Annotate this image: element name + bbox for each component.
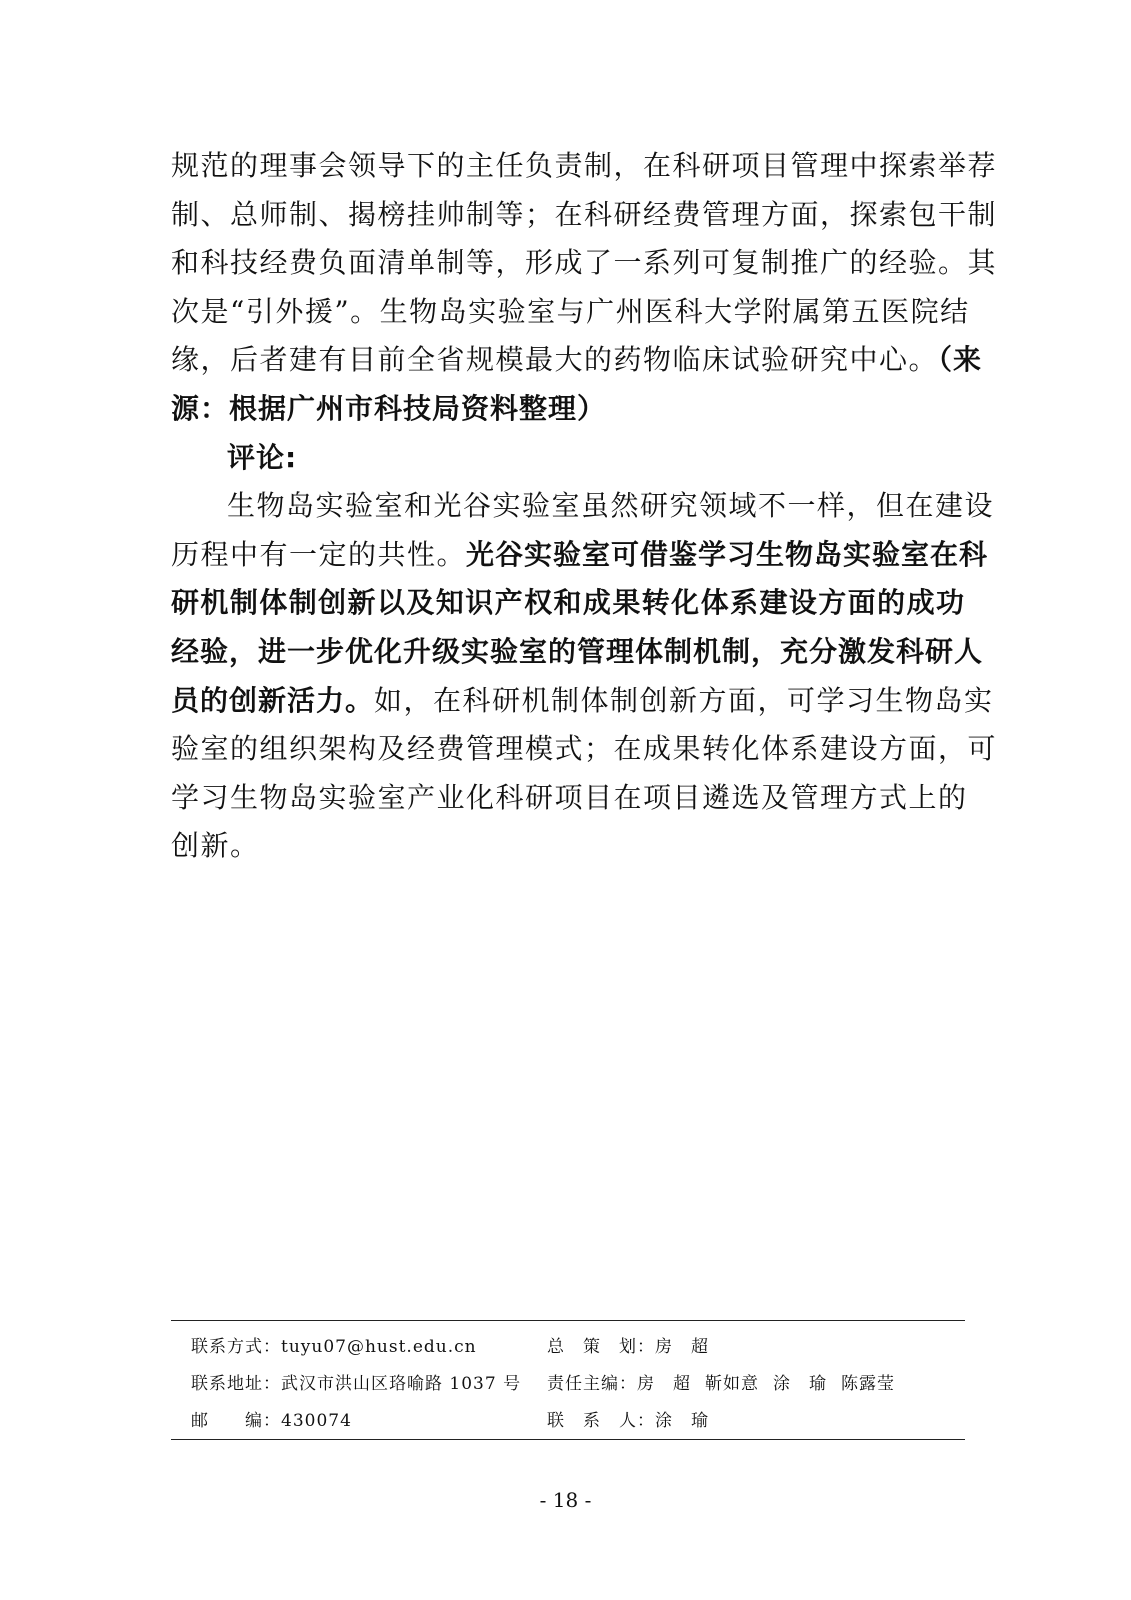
source-note: 源：根据广州市科技局资料整理） bbox=[171, 391, 607, 425]
paragraph-line: 规范的理事会领导下的主任负责制，在科研项目管理中探索举荐 bbox=[171, 149, 998, 182]
comment-line: 创新。 bbox=[171, 829, 260, 863]
editor-name: 房 超 bbox=[637, 1374, 691, 1394]
paragraph-line bbox=[171, 336, 983, 385]
comment-heading: 评论: bbox=[227, 440, 298, 474]
comment-bold-text: 员的创新活力。 bbox=[171, 683, 375, 717]
editor-name: 靳如意 bbox=[705, 1374, 759, 1394]
contact-person: 联 系 人：涂 瑜 bbox=[547, 1411, 709, 1431]
contact-footer bbox=[171, 1320, 965, 1440]
page-number: - 18 - bbox=[539, 1488, 592, 1512]
editor-name: 涂 瑜 bbox=[773, 1374, 827, 1394]
comment-text: 历程中有一定的共性。 bbox=[171, 537, 467, 571]
editors-label: 责任主编： bbox=[547, 1374, 637, 1394]
comment-line: 验室的组织架构及经费管理模式；在成果转化体系建设方面，可 bbox=[171, 732, 998, 766]
contact-address: 联系地址：武汉市洪山区珞喻路 1037 号 bbox=[191, 1374, 522, 1394]
editors-in-charge bbox=[547, 1366, 895, 1403]
comment-line: 学习生物岛实验室产业化科研项目在项目遴选及管理方式上的 bbox=[171, 780, 968, 814]
comment-text: 如，在科研机制体制创新方面，可学习生物岛实 bbox=[374, 683, 994, 717]
comment-line: 生物岛实验室和光谷实验室虽然研究领域不一样，但在建设 bbox=[227, 489, 995, 523]
comment-line bbox=[171, 677, 994, 726]
editor-name: 陈露莹 bbox=[841, 1374, 895, 1394]
chief-planner: 总 策 划：房 超 bbox=[547, 1337, 709, 1357]
footer-left-column bbox=[191, 1329, 521, 1440]
paragraph-line: 制、总师制、揭榜挂帅制等；在科研经费管理方面，探索包干制 bbox=[171, 197, 998, 231]
postcode: 邮 编：430074 bbox=[191, 1411, 352, 1431]
paragraph-text: 缘，后者建有目前全省规模最大的药物临床试验研究中心。 bbox=[171, 343, 939, 377]
footer-right-column bbox=[547, 1329, 895, 1440]
article-body bbox=[171, 142, 998, 871]
comment-bold-line: 研机制体制创新以及知识产权和成果转化体系建设方面的成功 bbox=[171, 586, 965, 620]
comment-bold-line: 经验，进一步优化升级实验室的管理体制机制，充分激发科研人 bbox=[171, 634, 984, 668]
contact-method: 联系方式：tuyu07@hust.edu.cn bbox=[191, 1337, 477, 1357]
source-note-start: （来 bbox=[938, 343, 983, 377]
paragraph-line: 次是“引外援”。生物岛实验室与广州医科大学附属第五医院结 bbox=[171, 294, 970, 328]
comment-line bbox=[171, 531, 989, 580]
comment-bold-text: 光谷实验室可借鉴学习生物岛实验室在科 bbox=[466, 537, 989, 571]
paragraph-line: 和科技经费负面清单制等，形成了一系列可复制推广的经验。其 bbox=[171, 246, 998, 280]
